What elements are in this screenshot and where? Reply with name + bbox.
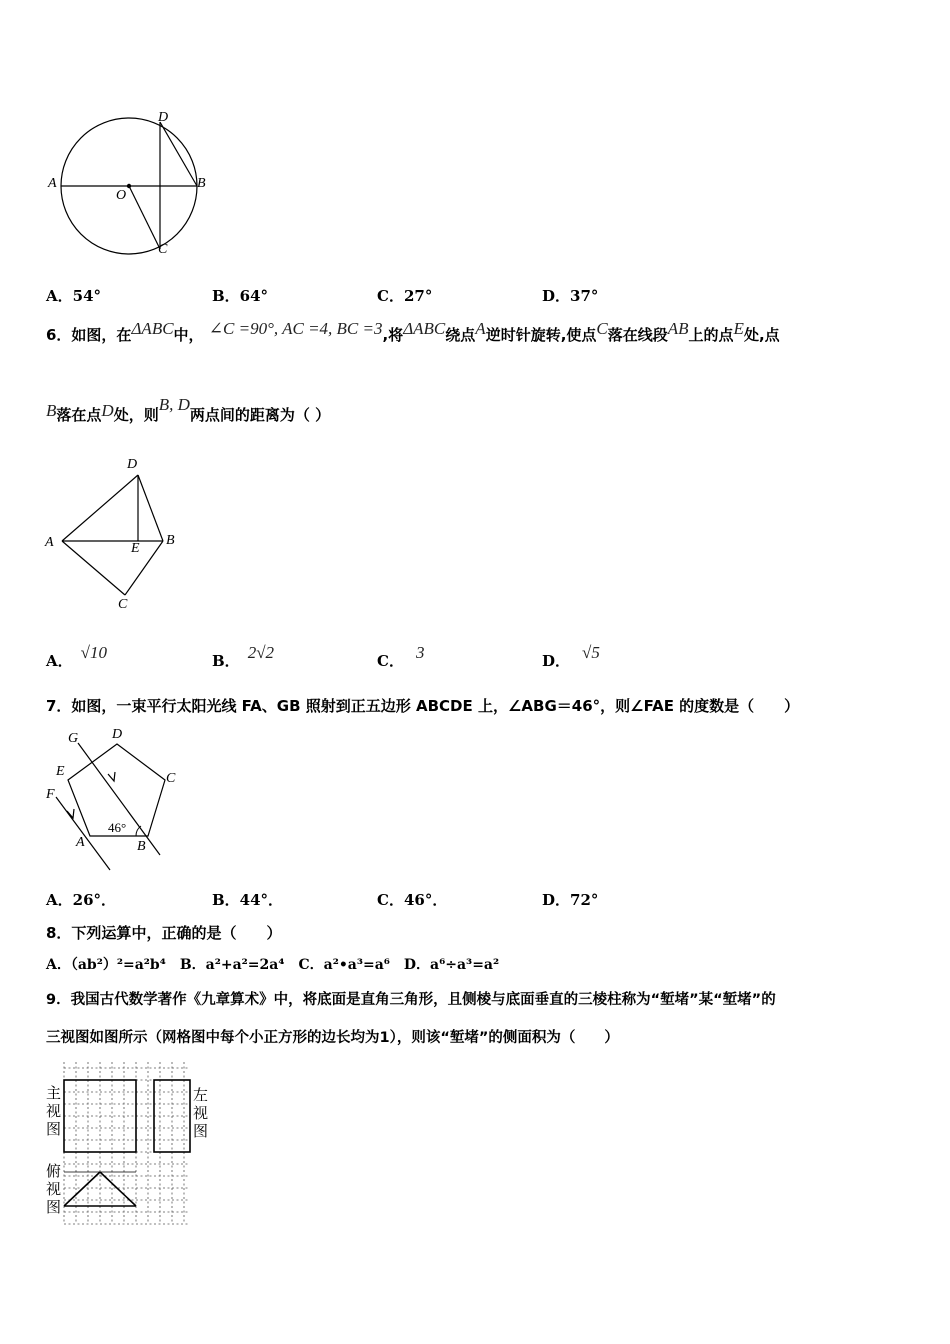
q6-label-e: E	[131, 541, 140, 556]
q7-option-d[interactable]: D．72°	[542, 891, 599, 909]
q9-front-view-label: 主视图	[46, 1084, 62, 1138]
q6-l2-mid2: 处，则	[113, 406, 159, 424]
q6-point-e: E	[733, 319, 744, 338]
q6-option-d-letter: D．	[542, 652, 571, 670]
q6-option-d-value: √5	[582, 643, 600, 662]
q6-mid1: 中，	[173, 326, 204, 344]
q6-label-d: D	[127, 457, 138, 472]
q6-option-a[interactable]	[46, 643, 107, 671]
q5-label-b: B	[197, 176, 206, 191]
q6-tri2: ΔABC	[403, 319, 446, 338]
q5-circle-figure	[40, 110, 220, 260]
q5-label-a: A	[48, 176, 57, 191]
q9-top-view-label: 俯视图	[46, 1162, 62, 1216]
q6-point-b: B	[46, 401, 57, 420]
q8-stem: 8．下列运算中，正确的是（ ）	[46, 924, 282, 942]
q6-mid7: 处,点	[743, 326, 780, 344]
q5-option-d[interactable]: D．37°	[542, 287, 599, 305]
q6-option-c-value: 3	[415, 643, 425, 662]
q7-option-c[interactable]: C．46°．	[377, 891, 448, 909]
q7-label-g: G	[68, 731, 79, 746]
q9-three-views-figure	[40, 1062, 220, 1228]
q5-label-d: D	[158, 110, 169, 125]
q6-option-a-letter: A．	[46, 652, 73, 670]
q6-stem-line2	[46, 395, 331, 425]
q6-option-b[interactable]	[212, 643, 275, 671]
q6-point-d: D	[101, 401, 114, 420]
q6-mid4: 逆时针旋转,使点	[485, 326, 597, 344]
q6-rotation-figure	[40, 455, 190, 615]
q7-angle-label: 46°	[108, 820, 127, 835]
q6-option-a-value: √10	[80, 643, 107, 662]
q6-option-c[interactable]	[377, 643, 425, 671]
q6-l2-mid3: 两点间的距离为（ ）	[189, 406, 331, 424]
q7-label-b: B	[137, 839, 146, 854]
q9-left-view-label: 左视图	[193, 1086, 209, 1140]
q9-stem-line1: 9．我国古代数学著作《九章算术》中，将底面是直角三角形，且侧棱与底面垂直的三棱柱称为“堑堵”某“堑堵”的	[46, 992, 776, 1008]
q5-label-o: O	[116, 188, 127, 203]
q6-label-a: A	[45, 535, 54, 550]
q7-label-a: A	[76, 835, 85, 850]
q6-point-a: A	[475, 319, 486, 338]
q6-option-b-letter: B．	[212, 652, 240, 670]
q6-mid2: ,将	[382, 326, 404, 344]
q7-stem: 7．如图，一束平行太阳光线 FA、GB 照射到正五边形 ABCDE 上，∠ABG＝46°，则∠FAE 的度数是（ ）	[46, 697, 800, 715]
q6-segment-ab: AB	[667, 319, 689, 338]
q5-circle-svg	[40, 110, 220, 260]
q7-option-a[interactable]: A．26°．	[46, 891, 117, 909]
q6-option-c-letter: C．	[377, 652, 404, 670]
q6-prefix: 6．如图，在	[46, 326, 132, 344]
q9-stem-line2: 三视图如图所示（网格图中每个小正方形的边长均为1），则该“堑堵”的侧面积为（ ）	[46, 1030, 619, 1046]
q7-label-c: C	[166, 771, 176, 786]
q7-label-e: E	[56, 764, 65, 779]
q5-option-b[interactable]: B．64°	[212, 287, 269, 305]
q6-option-d[interactable]	[542, 643, 600, 671]
q6-label-b: B	[166, 533, 175, 548]
q6-tri1: ΔABC	[131, 319, 174, 338]
q5-label-c: C	[158, 242, 168, 257]
q6-conditions: ∠C =90°, AC =4, BC =3	[208, 319, 383, 338]
q6-l2-mid1: 落在点	[56, 406, 102, 424]
q6-option-b-value: 2√2	[247, 643, 275, 662]
q7-figure-svg	[40, 725, 190, 860]
q5-option-a[interactable]: A．54°	[46, 287, 102, 305]
q8-options[interactable]: A．（ab²）²=a²b⁴ B．a²+a²=2a⁴ C．a²•a³=a⁶ D．a⁶÷a³=a²	[46, 957, 500, 973]
q6-mid6: 上的点	[688, 326, 734, 344]
q6-mid5: 落在线段	[607, 326, 668, 344]
q5-option-c[interactable]: C．27°	[377, 287, 433, 305]
q7-option-b[interactable]: B．44°．	[212, 891, 284, 909]
q6-point-c: C	[596, 319, 608, 338]
q7-label-f: F	[46, 787, 55, 802]
q7-pentagon-figure	[40, 725, 190, 860]
q6-label-c: C	[118, 597, 128, 612]
q6-stem-line1	[46, 319, 780, 345]
q7-label-d: D	[112, 727, 123, 742]
q6-mid3: 绕点	[445, 326, 476, 344]
q6-points-bd: B, D	[158, 395, 190, 414]
